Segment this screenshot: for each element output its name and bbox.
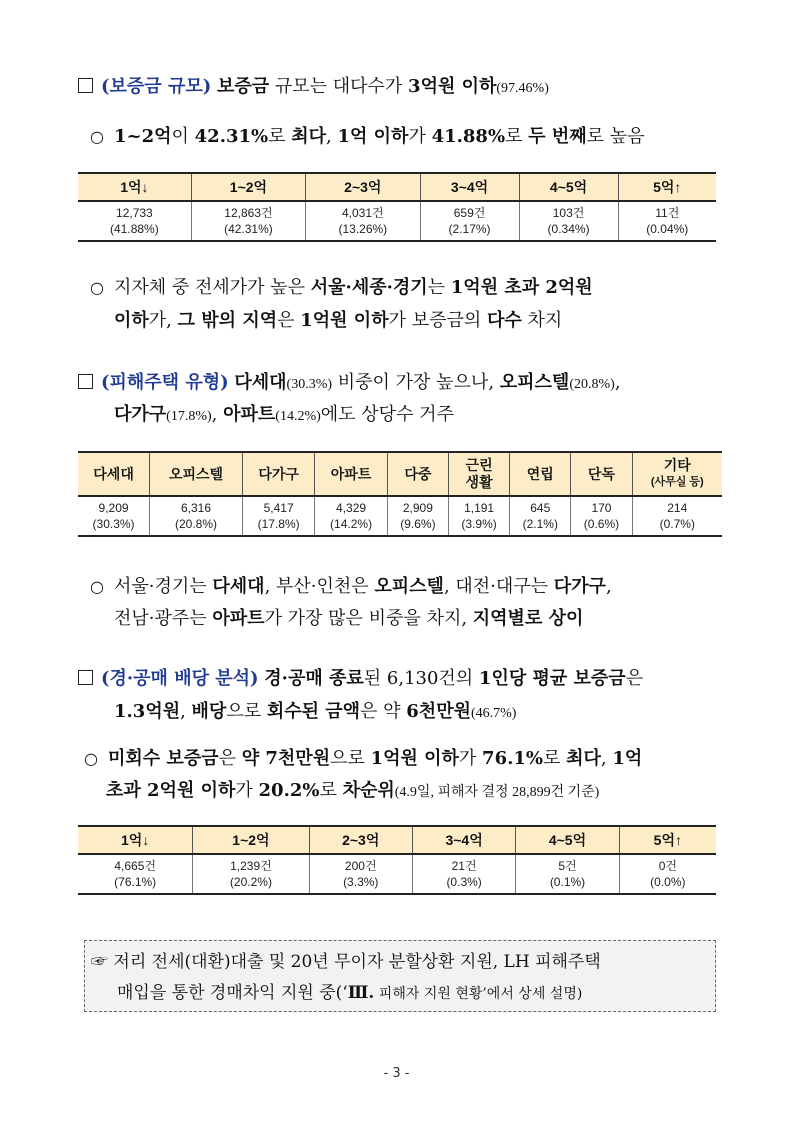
section-2-heading-line-2: 다가구(17.8%), 아파트(14.2%)에도 상당수 거주 (114, 404, 454, 425)
table-cell: 12,863건 (42.31%) (191, 201, 305, 241)
table-cell: 200건 (3.3%) (309, 854, 412, 894)
table-cell: 2,909 (9.6%) (387, 496, 448, 536)
circle-bullet-icon: ○ (90, 127, 104, 146)
checkbox-square-icon (78, 670, 93, 685)
table-cell: 6,316 (20.8%) (150, 496, 243, 536)
table-header-cell: 다세대 (78, 452, 150, 496)
table-header-cell: 5억↑ (619, 826, 716, 854)
table-cell: 1,239건 (20.2%) (193, 854, 309, 894)
section-3-heading-line-2: 1.3억원, 배당으로 회수된 금액은 약 6천만원(46.7%) (114, 701, 517, 722)
table-row (78, 201, 716, 241)
housing-type-table (78, 451, 722, 537)
table-header-row (78, 173, 716, 201)
section-1-bullet-1: ○ 1~2억이 42.31%로 최다, 1억 이하가 41.88%로 두 번째로 높음 (90, 124, 645, 150)
table-cell: 5건 (0.1%) (516, 854, 619, 894)
table-cell: 0건 (0.0%) (619, 854, 716, 894)
table-cell: 9,209 (30.3%) (78, 496, 150, 536)
table-header-cell: 1억↓ (78, 173, 191, 201)
table-cell: 1,191 (3.9%) (448, 496, 509, 536)
table-cell: 4,031건 (13.26%) (306, 201, 420, 241)
circle-bullet-icon: ○ (84, 749, 98, 768)
section-tag: (피해주택 유형) (101, 372, 229, 393)
table-header-cell: 오피스텔 (150, 452, 243, 496)
table-cell: 11건 (0.04%) (618, 201, 716, 241)
circle-bullet-icon: ○ (90, 278, 104, 297)
note-line-2: 매입을 통한 경매차익 지원 중(‘Ⅲ. 피해자 지원 현황’에서 상세 설명) (117, 983, 583, 1003)
table-row (78, 854, 716, 894)
table-header-cell: 5억↑ (618, 173, 716, 201)
table-header-cell: 1~2억 (193, 826, 309, 854)
note-line-1: ☞ 저리 전세(대환)대출 및 20년 무이자 분할상환 지원, LH 피해주택 (91, 952, 601, 972)
table-header-row (78, 826, 716, 854)
table-header-row (78, 452, 722, 496)
section-1-bullet-2-line-1: ○ 지자체 중 전세가가 높은 서울·세종·경기는 1억원 초과 2억원 (90, 275, 593, 301)
table-header-cell: 1억↓ (78, 826, 193, 854)
support-note-box (84, 940, 716, 1012)
table-cell: 645 (2.1%) (510, 496, 571, 536)
table-header-cell: 아파트 (315, 452, 387, 496)
table-header-cell: 다가구 (242, 452, 314, 496)
section-2-bullet-line-1: ○ 서울·경기는 다세대, 부산·인천은 오피스텔, 대전·대구는 다가구, (90, 574, 612, 600)
pointing-hand-icon: ☞ (91, 952, 108, 972)
table-header-cell: 4~5억 (519, 173, 618, 201)
section-3-heading-line-1: (경·공매 배당 분석) 경·공매 종료된 6,130건의 1인당 평균 보증금은 (78, 666, 643, 692)
table-header-cell: 2~3억 (306, 173, 420, 201)
page-number: - 3 - (383, 1066, 410, 1081)
table-header-cell: 연립 (510, 452, 571, 496)
table-cell: 659건 (2.17%) (420, 201, 519, 241)
table-header-cell: 2~3억 (309, 826, 412, 854)
table-cell: 5,417 (17.8%) (242, 496, 314, 536)
section-3-bullet-line-2: 초과 2억원 이하가 20.2%로 차순위(4.9일, 피해자 결정 28,899건 기준) (106, 780, 600, 801)
section-2-bullet-line-2: 전남·광주는 아파트가 가장 많은 비중을 차지, 지역별로 상이 (114, 608, 584, 629)
table-header-cell: 3~4억 (420, 173, 519, 201)
section-3-bullet-line-1: ○ 미회수 보증금은 약 7천만원으로 1억원 이하가 76.1%로 최다, 1억 (84, 746, 642, 772)
table-cell: 12,733 (41.88%) (78, 201, 191, 241)
table-row (78, 496, 722, 536)
circle-bullet-icon: ○ (90, 577, 104, 596)
table-cell: 103건 (0.34%) (519, 201, 618, 241)
table-cell: 4,329 (14.2%) (315, 496, 387, 536)
unrecovered-deposit-table (78, 825, 716, 895)
section-tag: (경·공매 배당 분석) (101, 668, 259, 689)
table-header-cell: 3~4억 (412, 826, 515, 854)
table-cell: 214 (0.7%) (632, 496, 722, 536)
table-header-cell: 다중 (387, 452, 448, 496)
table-cell: 21건 (0.3%) (412, 854, 515, 894)
checkbox-square-icon (78, 78, 93, 93)
table-cell: 170 (0.6%) (571, 496, 632, 536)
table-header-cell: 근린 생활 (448, 452, 509, 496)
section-1-heading: (보증금 규모) 보증금 규모는 대다수가 3억원 이하(97.46%) (78, 74, 549, 102)
table-header-cell: 단독 (571, 452, 632, 496)
table-header-cell: 1~2억 (191, 173, 305, 201)
deposit-size-table (78, 172, 716, 242)
section-2-heading-line-1: (피해주택 유형) 다세대(30.3%) 비중이 가장 높으나, 오피스텔(20.8%), (78, 370, 621, 398)
section-tag: (보증금 규모) (101, 76, 212, 97)
table-header-cell: 4~5억 (516, 826, 619, 854)
checkbox-square-icon (78, 374, 93, 389)
table-header-cell: 기타 (사무실 등) (632, 452, 722, 496)
table-cell: 4,665건 (76.1%) (78, 854, 193, 894)
section-1-bullet-2-line-2: 이하가, 그 밖의 지역은 1억원 이하가 보증금의 다수 차지 (114, 310, 563, 331)
